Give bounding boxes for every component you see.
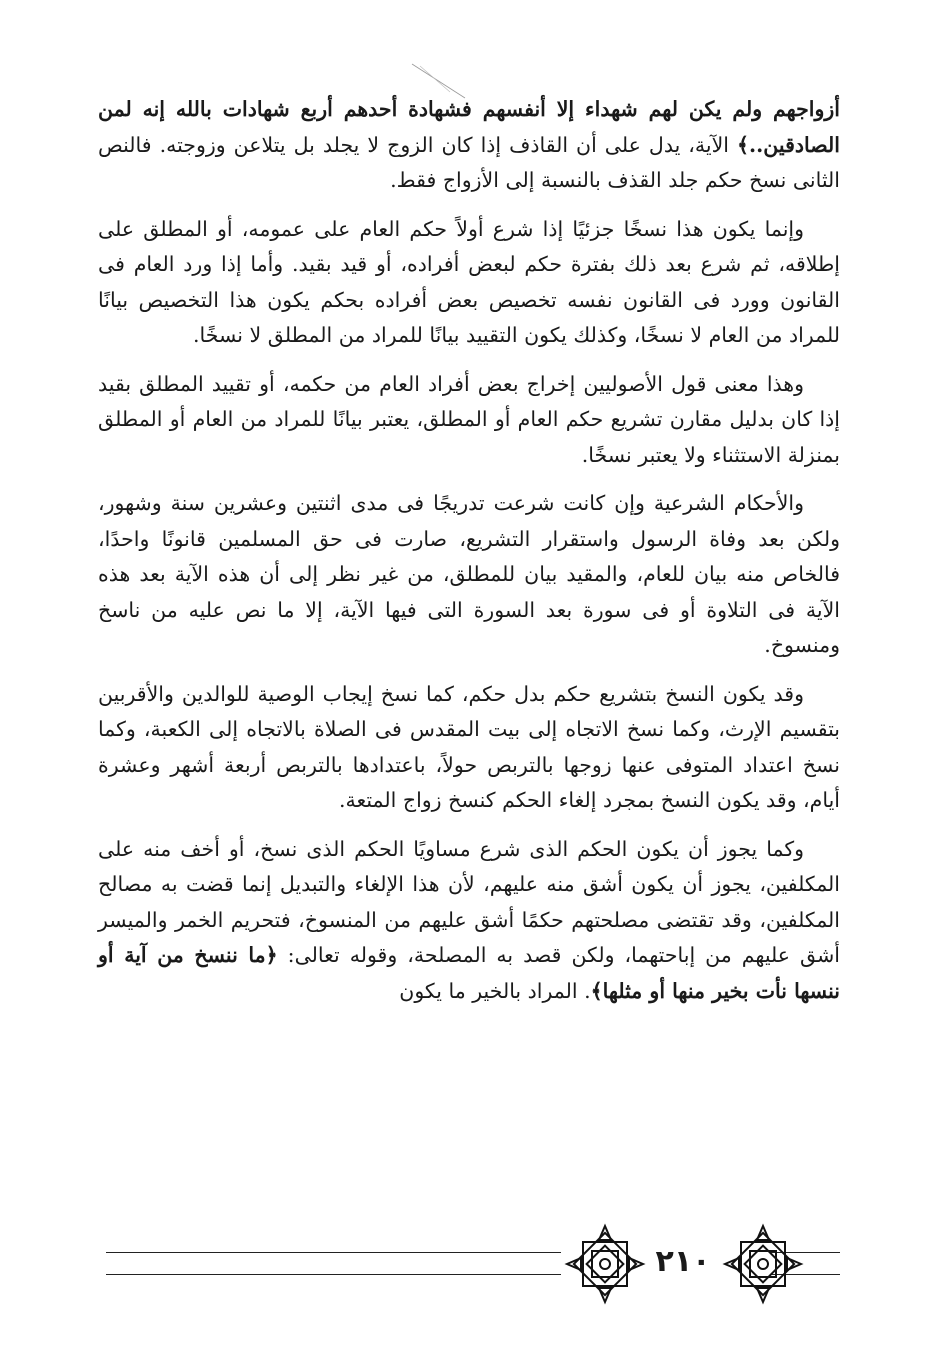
paragraph-text: والأحكام الشرعية وإن كانت شرعت تدريجًا فى مدى اثنتين وعشرين سنة وشهور، ولكن بعد وفاة الرسول واستقرار التشريع، صارت فى حق المسلمين قانونًا واحدًا، فالخاص منه بيان للعام، والمقيد بيان للمطلق، من غير نظر إلى أن هذه الآية بعد هذه الآية فى التلاوة أو فى سورة بعد السورة التى فيها الآية، إلا ما نص عليه من ناسخ ومنسوخ.: [98, 491, 840, 657]
paragraph-text: وإنما يكون هذا نسخًا جزئيًا إذا شرع أولاً حكم العام على عمومه، أو المطلق على إطلاقه، ثم شرع بعد ذلك بفترة حكم لبعض أفراده، أو قيد بقيد. وأما إذا ورد العام فى القانون وورد فى القانون نفسه تخصيص بعض أفراده بحكم يكون هذا التخصيص بيانًا للمراد من العام لا نسخًا، وكذلك يكون التقييد بيانًا للمراد من المطلق لا نسخًا.: [98, 216, 840, 347]
paragraph-text: وهذا معنى قول الأصوليين إخراج بعض أفراد العام من حكمه، أو تقييد المطلق بقيد إذا كان بدليل مقارن تشريع حكم العام أو المطلق، يعتبر بيانًا للمراد من العام أو المطلق بمنزلة الاستثناء ولا يعتبر نسخًا.: [98, 371, 840, 467]
page-number: ٢١٠: [655, 1244, 711, 1279]
paragraph: [98, 212, 840, 354]
page-footer: [98, 1222, 843, 1332]
footer-rule-left-bottom: [106, 1274, 561, 1275]
star-ornament-icon: [718, 1222, 808, 1306]
paragraph-text: . المراد بالخير ما يكون: [399, 978, 591, 1003]
paragraph-text: الآية، يدل على أن القاذف إذا كان الزوج لا يجلد بل يتلاعن وزوجته. فالنص الثانى نسخ حكم جلد القذف بالنسبة إلى الأزواج فقط.: [98, 132, 840, 192]
star-ornament-icon: [560, 1222, 650, 1306]
quoted-verse: ﴿ما ننسخ من آية أو ننسها نأت بخير منها أو مثلها﴾: [98, 943, 840, 1003]
paragraph-text: وقد يكون النسخ بتشريع حكم بدل حكم، كما نسخ إيجاب الوصية للوالدين والأقربين بتقسيم الإرث، وكما نسخ الاتجاه إلى بيت المقدس فى الصلاة بالاتجاه إلى الكعبة، وكما نسخ اعتداد المتوفى عنها زوجها بالتربص حولاً، باعتدادها بالتربص أربعة أشهر وعشرة أيام، وقد يكون النسخ بمجرد إلغاء الحكم كنسخ زواج المتعة.: [98, 681, 840, 812]
page-body-text: [98, 92, 840, 1022]
paragraph: [98, 92, 840, 199]
paragraph: [98, 486, 840, 664]
paragraph-text: وكما يجوز أن يكون الحكم الذى شرع مساويًا الحكم الذى نسخ، أو أخف منه على المكلفين، يجوز أن يكون أشق منه عليهم، لأن هذا الإلغاء والتبديل إنما قضت به مصالح المكلفين، وقد تقتضى مصلحتهم حكمًا أشق عليهم من المنسوخ، فتحريم الخمر والميسر أشق عليهم من إباحتهما، ولكن قصد به المصلحة، وقوله تعالى:: [98, 836, 840, 967]
paragraph: [98, 367, 840, 474]
footer-rule-left-top: [106, 1252, 561, 1253]
paragraph: [98, 677, 840, 819]
paragraph: [98, 832, 840, 1010]
quoted-verse: أزواجهم ولم يكن لهم شهداء إلا أنفسهم فشهادة أحدهم أربع شهادات بالله إنه لمن الصادقين..﴾: [98, 97, 840, 157]
